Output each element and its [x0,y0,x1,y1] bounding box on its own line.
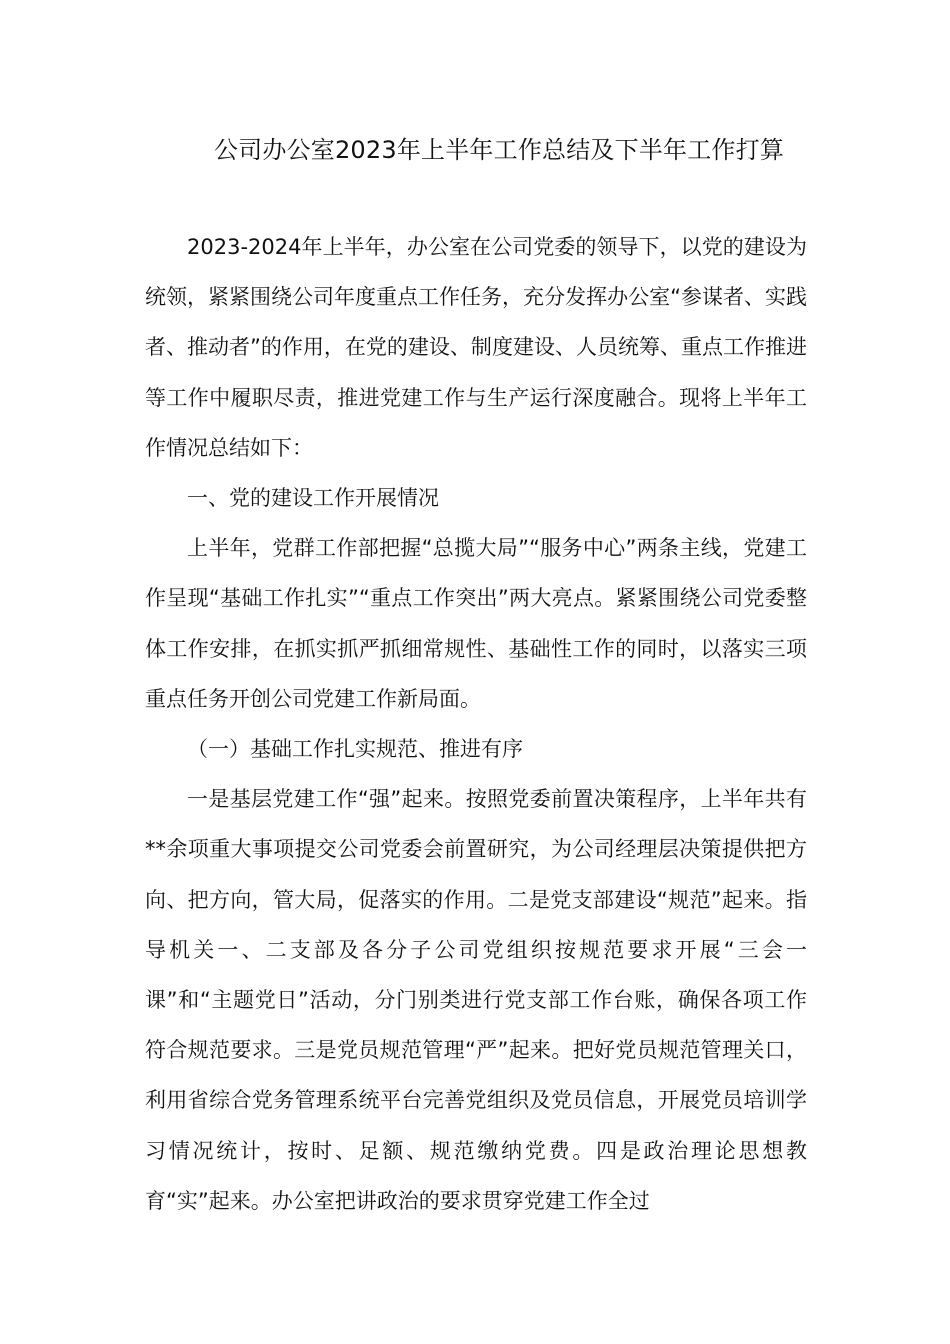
subsection-heading-basic-work: （一）基础工作扎实规范、推进有序 [187,737,523,762]
document-title: 公司办公室2023年上半年工作总结及下半年工作打算 [213,136,785,164]
section-heading-party-building: 一、党的建设工作开展情况 [187,486,439,511]
basic-work-paragraph: 一是基层党建工作“强”起来。按照党委前置决策程序，上半年共有**余项重大事项提交公司党委会前置研究，为公司经理层决策提供把方向、把方向，管大局，促落实的作用。二是党支部建设“规范”起来。指导机关一、二支部及各分子公司党组织按规范要求开展“三会一课”和“主题党日”活动，分门别类进行党支部工作台账，确保各项工作符合规范要求。三是党员规范管理“严”起来。把好党员规范管理关口，利用省综合党务管理系统平台完善党组织及党员信息，开展党员培训学习情况统计，按时、足额、规范缴纳党费。四是政治理论思想教育“实”起来。办公室把讲政治的要求贯穿党建工作全过 [145,787,807,1213]
intro-paragraph: 2023-2024年上半年，办公室在公司党委的领导下，以党的建设为统领，紧紧围绕公司年度重点工作任务，充分发挥办公室“参谋者、实践者、推动者”的作用，在党的建设、制度建设、人员统筹、重点工作推进等工作中履职尽责，推进党建工作与生产运行深度融合。现将上半年工作情况总结如下： [145,235,807,460]
document-body [145,222,807,1226]
party-building-paragraph: 上半年，党群工作部把握“总揽大局”“服务中心”两条主线，党建工作呈现“基础工作扎实”“重点工作突出”两大亮点。紧紧围绕公司党委整体工作安排，在抓实抓严抓细常规性、基础性工作的同时，以落实三项重点任务开创公司党建工作新局面。 [145,536,807,711]
